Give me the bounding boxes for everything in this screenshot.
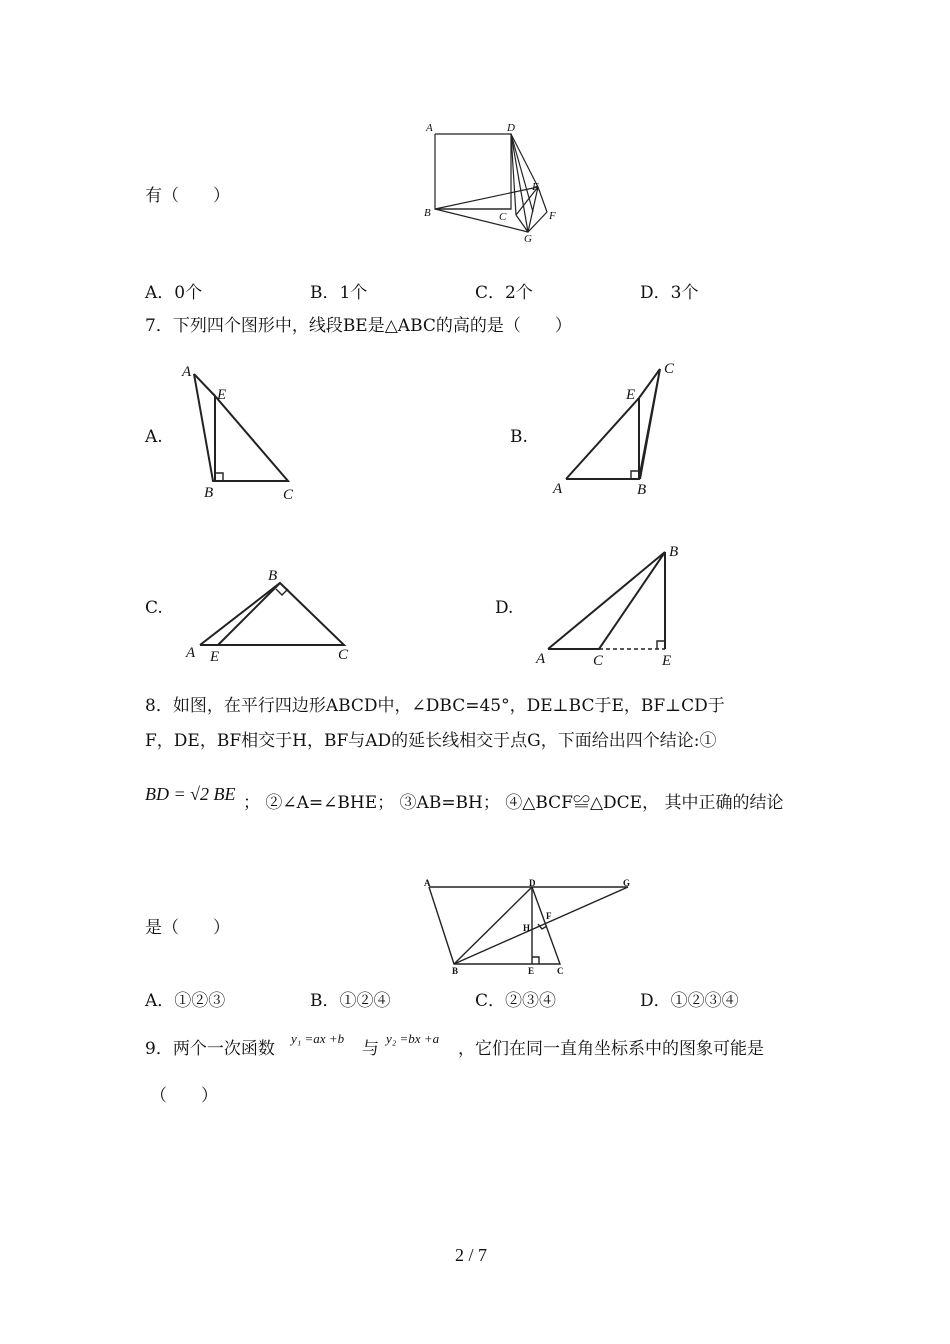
q7b-label-C: C: [664, 361, 675, 377]
q6-label-C: C: [499, 211, 507, 223]
q7a-label-C: C: [283, 487, 294, 503]
q7b-label-B: B: [637, 482, 647, 498]
q6-label-D: D: [507, 122, 515, 134]
q7b-label-E: E: [626, 387, 636, 403]
q6-figure: [420, 120, 560, 245]
q6-option-b: B．1个: [310, 283, 368, 303]
q8-line-2: F，DE，BF相交于H，BF与AD的延长线相交于点G，下面给出四个结论:①: [145, 731, 717, 751]
q7c-label-A: A: [186, 645, 196, 661]
q9-equation-1: y₁ =ax +b: [291, 1031, 345, 1046]
q6-square: [435, 134, 511, 209]
q6-label-A: A: [426, 122, 433, 134]
q7-option-b-label: B.: [510, 427, 528, 447]
q6-label-E: E: [532, 181, 539, 193]
q8-label-C: C: [557, 966, 564, 976]
q8-option-d: D．①②③④: [640, 991, 739, 1011]
q9-equation-2: y₂ =bx +a: [386, 1031, 440, 1046]
q8-label-H: H: [523, 923, 531, 933]
q8-label-G: G: [623, 878, 631, 888]
q7c-label-E: E: [210, 649, 220, 665]
q6-label-B: B: [424, 207, 431, 219]
q8-stem-tail: 是（ ）: [145, 918, 230, 938]
q9-suffix: ，它们在同一直角坐标系中的图象可能是: [458, 1039, 764, 1059]
q9-prefix: 9．两个一次函数: [145, 1039, 275, 1059]
q7b-label-A: A: [553, 481, 563, 497]
q7d-label-B: B: [669, 544, 679, 560]
q8-option-c: C．②③④: [475, 991, 557, 1011]
q8-line-1: 8．如图，在平行四边形ABCD中，∠DBC=45°，DE⊥BC于E，BF⊥CD于: [145, 696, 725, 716]
q8-label-A: A: [424, 878, 431, 888]
q7d-label-A: A: [536, 651, 546, 667]
q8-label-E: E: [528, 966, 535, 976]
q9-mid: 与: [362, 1039, 379, 1059]
page-number: 2 / 7: [455, 1245, 488, 1265]
q6-label-F: F: [549, 210, 556, 222]
q7-figure-d: [530, 540, 690, 670]
q6-stem-tail: 有（ ）: [145, 186, 230, 206]
q6-label-G: G: [524, 233, 532, 245]
q7-option-a-label: A.: [145, 427, 163, 447]
q7a-label-E: E: [217, 387, 227, 403]
q6-option-c: C．2个: [475, 283, 533, 303]
q8-label-B: B: [452, 966, 459, 976]
q7a-label-B: B: [204, 485, 214, 501]
q7-figure-c: [180, 565, 360, 675]
q8-option-a: A．①②③: [145, 991, 226, 1011]
q8-figure: [420, 877, 650, 977]
q8-option-b: B．①②④: [310, 991, 391, 1011]
q7d-label-E: E: [662, 653, 672, 669]
q6-option-a: A．0个: [145, 283, 203, 303]
q7a-label-A: A: [182, 364, 192, 380]
q7-figure-b: [550, 355, 690, 498]
q7c-label-B: B: [268, 568, 278, 584]
q8-label-D: D: [529, 878, 536, 888]
q8-label-F: F: [546, 911, 552, 921]
q6-option-d: D．3个: [640, 283, 699, 303]
q8-formula: BD = √2 BE: [145, 784, 236, 804]
q7-figure-a: [178, 360, 308, 503]
q9-line-2: （ ）: [150, 1086, 218, 1106]
q8-line-3: ； ②∠A=∠BHE； ③AB=BH； ④△BCF≌△DCE， 其中正确的结论: [243, 793, 784, 813]
q7-stem: 7．下列四个图形中，线段BE是△ABC的高的是（ ）: [145, 316, 572, 336]
q7d-label-C: C: [593, 653, 604, 669]
q7-option-c-label: C.: [145, 598, 163, 618]
q7c-label-C: C: [338, 647, 349, 663]
q7-option-d-label: D.: [495, 598, 514, 618]
